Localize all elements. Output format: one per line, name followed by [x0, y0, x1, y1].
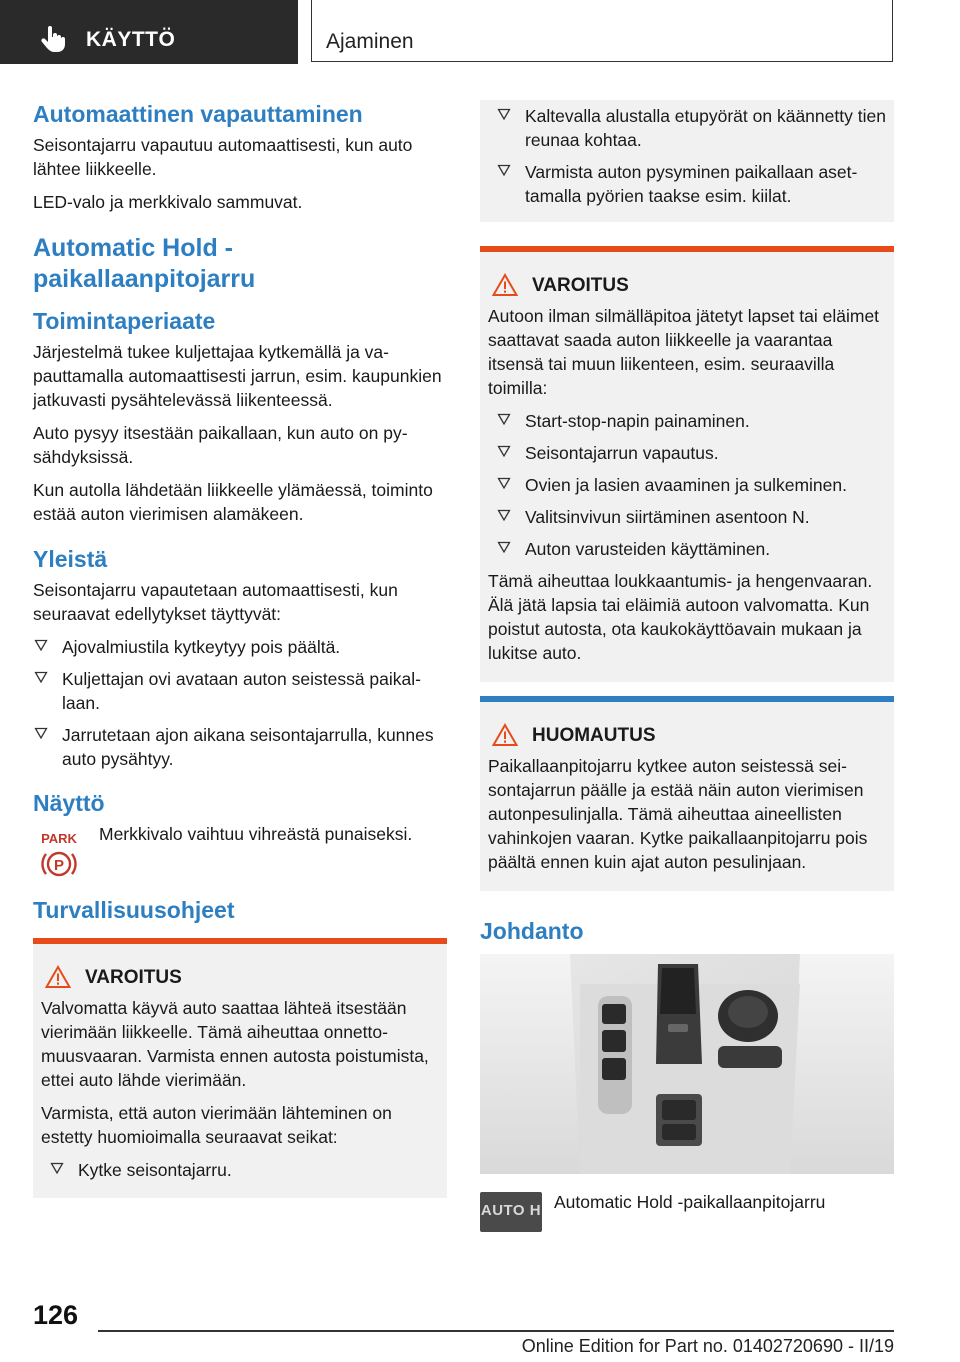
list-item: Ovien ja lasien avaaminen ja sulkeminen. — [496, 473, 886, 497]
svg-text:P: P — [53, 856, 65, 874]
auto-hold-row — [480, 1190, 894, 1234]
warning-box-children — [480, 246, 894, 682]
continued-list-box — [480, 100, 894, 222]
list-item: Seisontajarrun vapautus. — [496, 441, 886, 465]
warning-title: VAROITUS — [41, 964, 439, 992]
list-item: Kaltevalla alustalla etupyörät on käännetty tien reunaa kohtaa. — [496, 104, 886, 152]
triangle-bullet-icon — [497, 540, 511, 554]
continued-list — [496, 104, 886, 208]
general-heading: Yleistä — [33, 546, 108, 572]
automatic-hold-heading-line1: Automatic Hold - — [33, 233, 233, 262]
footer-divider — [98, 1330, 894, 1332]
note-box — [480, 696, 894, 891]
general-list — [33, 635, 447, 771]
warning-text-1: Autoon ilman silmälläpitoa jätetyt lapset tai eläimet saattavat saada auton liikkeelle ja vaarantaa itsensä tai muun liikenteen, esim. seuraavilla toimilla: — [488, 306, 880, 398]
warning-title: VAROITUS — [488, 272, 886, 300]
section-tab[interactable] — [0, 0, 298, 64]
auto-release-text-2: LED-valo ja merkkivalo sammuvat. — [33, 191, 303, 212]
principle-heading: Toimintaperiaate — [33, 308, 216, 335]
triangle-bullet-icon — [497, 508, 511, 522]
triangle-bullet-icon — [497, 444, 511, 458]
triangle-bullet-icon — [497, 107, 511, 121]
automatic-hold-heading-line2: paikallaanpitojarru — [33, 265, 256, 293]
section-tab-label: KÄYTTÖ — [86, 28, 176, 51]
list-item: Kytke seisontajarru. — [49, 1158, 439, 1182]
principle-text-2: Auto pysyy itsestään paikallaan, kun auto on pysähdyksissä. — [33, 423, 408, 467]
list-item: Valitsinvivun siirtäminen asentoon N. — [496, 505, 886, 529]
warning-list — [49, 1158, 439, 1182]
warning-text-1: Valvomatta käyvä auto saattaa lähteä itsestään vierimään liikkeelle. Tämä aiheuttaa onnettomuusvaaran. Varmista ennen autosta poistumista, ettei auto lähde vierimään. — [41, 998, 429, 1091]
auto-release-text-1: Seisontajarru vapautuu automaattisesti, kun auto lähtee liikkeelle. — [33, 134, 413, 179]
auto-release-heading: Automaattinen vapauttaminen — [33, 101, 363, 127]
warning-text-2: Varmista, että auton vierimään lähteminen on estetty huomioimalla seuraavat seikat: — [41, 1103, 392, 1148]
auto-hold-caption: Automatic Hold -paikallaanpitojarru — [554, 1191, 826, 1212]
list-item: Ajovalmiustila kytkeytyy pois päältä. — [33, 635, 447, 659]
note-title: HUOMAUTUS — [488, 722, 886, 750]
warning-list — [496, 409, 886, 561]
triangle-bullet-icon — [50, 1161, 64, 1175]
general-text: Seisontajarru vapautetaan automaattisesti, kun seuraavat edellytykset täyttyvät: — [33, 579, 398, 624]
triangle-bullet-icon — [34, 638, 48, 652]
right-column — [480, 100, 894, 1234]
warning-box — [33, 938, 447, 1198]
triangle-bullet-icon — [34, 670, 48, 684]
list-item: Start-stop-napin painaminen. — [496, 409, 886, 433]
safety-heading: Turvallisuusohjeet — [33, 896, 235, 923]
chapter-title: Ajaminen — [326, 30, 414, 53]
warning-triangle-icon — [45, 965, 71, 989]
list-item: Kuljettajan ovi avataan auton seistessä paikallaan. — [33, 667, 447, 715]
triangle-bullet-icon — [34, 726, 48, 740]
display-row — [33, 822, 447, 886]
principle-text-1: Järjestelmä tukee kuljettajaa kytkemällä ja vapauttamalla automaattisesti jarrun, esim. kaupunkien jatkuvasti pysähtelevässä liikenteessä. — [33, 342, 442, 410]
list-item: Auton varusteiden käyttäminen. — [496, 537, 886, 561]
list-item: Varmista auton pysyminen paikallaan asettamalla pyörien taakse esim. kiilat. — [496, 160, 886, 208]
park-brake-indicator-icon — [39, 830, 79, 884]
list-item: Jarrutetaan ajon aikana seisontajarrulla, kunnes auto pysähtyy. — [33, 723, 447, 771]
warning-text-2: Tämä aiheuttaa loukkaantumis- ja hengenvaaran. Älä jätä lapsia tai eläimiä autoon valvomatta. Kun poistut autosta, ota kaukokäyttöavain mukaan ja lukitse auto. — [488, 571, 873, 663]
svg-text:PARK: PARK — [41, 830, 77, 846]
center-console-image — [480, 954, 894, 1174]
triangle-bullet-icon — [497, 163, 511, 177]
display-heading: Näyttö — [33, 789, 105, 816]
footer-edition: Online Edition for Part no. 01402720690 - II/19 — [521, 1336, 894, 1356]
auto-hold-button-icon: AUTO H — [480, 1192, 542, 1232]
page-number: 126 — [33, 1300, 79, 1330]
warning-triangle-icon — [492, 273, 518, 297]
triangle-bullet-icon — [497, 476, 511, 490]
left-column — [33, 100, 447, 1198]
chapter-header — [311, 0, 893, 62]
display-text: Merkkivalo vaihtuu vihreästä punaiseksi. — [99, 823, 413, 844]
triangle-bullet-icon — [497, 412, 511, 426]
principle-text-3: Kun autolla lähdetään liikkeelle ylämäessä, toiminto estää auton vierimisen alamäkeen. — [33, 480, 433, 524]
automatic-hold-heading — [33, 233, 447, 296]
hand-pointer-icon — [40, 26, 66, 52]
warning-triangle-icon — [492, 723, 518, 747]
center-console-photo — [480, 954, 894, 1174]
note-text: Paikallaanpitojarru kytkee auton seistessä seisontajarrun päälle ja estää näin auton vierimisen autonpesulinjalla. Tämä aiheuttaa aineellisten vahinkojen vaaran. Kytke paikallaanpitojarru pois päältä ennen kuin ajat auton pesulinjaan. — [488, 756, 868, 872]
intro-heading: Johdanto — [480, 918, 584, 944]
